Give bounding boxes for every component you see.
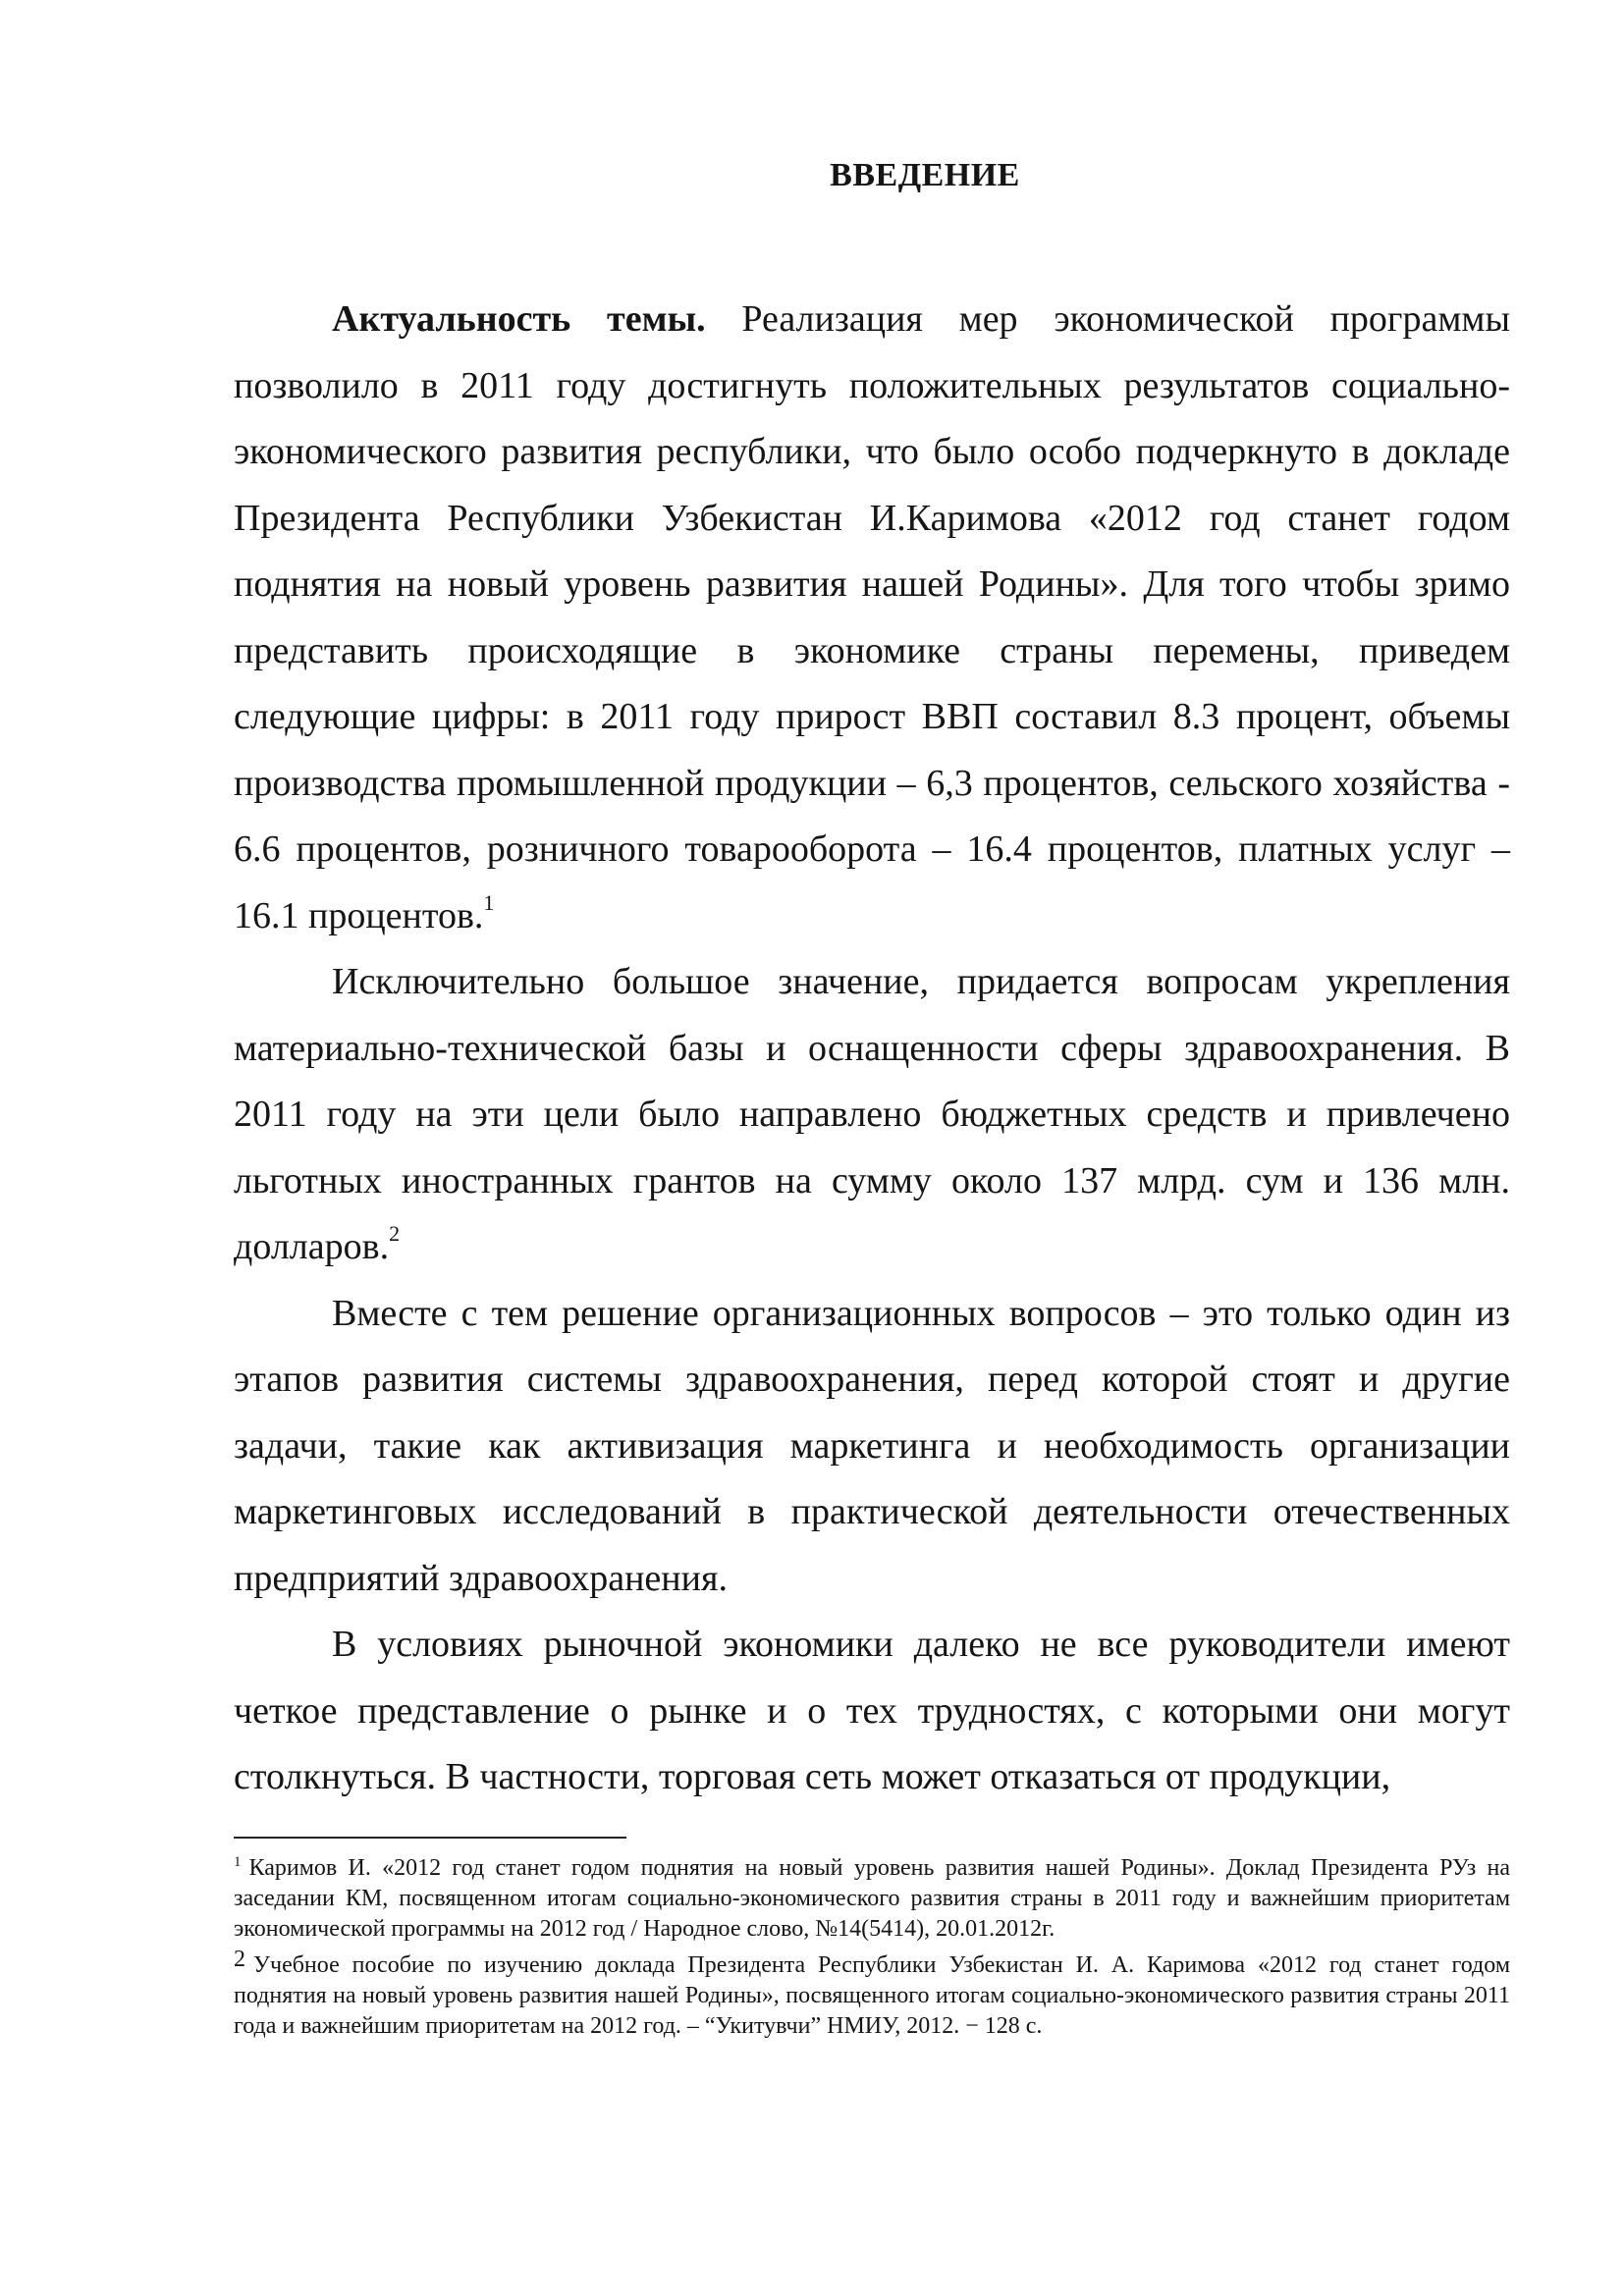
footnotes <box>234 1853 1510 2048</box>
footnote-ref: 1 <box>483 889 495 915</box>
paragraph-text: В условиях рыночной экономики далеко не все руководители имеют четкое представление о рынке и о тех трудностях, с которыми они могут столкнуться. В частности, торговая сеть может отказаться от продукции, <box>234 1624 1510 1797</box>
paragraph-lead: Актуальность темы. <box>332 298 706 340</box>
paragraph-text: Вместе с тем решение организационных вопросов – это только один из этапов развития системы здравоохранения, перед которой стоят и другие задачи, такие как активизация маркетинга и необходимость организации маркетинговых исследований в практической деятельности отечественных предприятий здравоохранения. <box>234 1292 1510 1599</box>
paragraph-healthcare-funding <box>234 949 1510 1281</box>
footnote-mark: 2 <box>234 1947 245 1972</box>
footnote-text: Учебное пособие по изучению доклада Президента Республики Узбекистан И. А. Каримова «2012 год станет годом поднятия на новый уровень развития нашей Родины», посвященного итогам социально-экономического развития страны 2011 года и важнейшим приоритетам на 2012 год. – “Укитувчи” НМИУ, 2012. − 128 с. <box>234 1952 1510 2039</box>
paragraph-relevance <box>234 287 1510 949</box>
paragraph-text: Реализация мер экономической программы позволило в 2011 году достигнуть положительных результатов социально-экономического развития республики, что было особо подчеркнуто в докладе Президента Республики Узбекистан И.Каримова «2012 год станет годом поднятия на новый уровень развития нашей Родины». Для того чтобы зримо представить происходящие в экономике страны перемены, приведем следующие цифры: в 2011 году прирост ВВП составил 8.3 процент, объемы производства промышленной продукции – 6,3 процентов, сельского хозяйства - 6.6 процентов, розничного товарооборота – 16.4 процентов, платных услуг – 16.1 процентов. <box>234 298 1510 936</box>
footnote-item <box>234 1947 1510 2042</box>
page-heading: ВВЕДЕНИЕ <box>830 157 1020 193</box>
footnote-separator <box>234 1837 626 1839</box>
footnote-ref: 2 <box>389 1221 401 1247</box>
footnote-mark: 1 <box>234 1854 242 1870</box>
footnote-text: Каримов И. «2012 год станет годом поднятия на новый уровень развития нашей Родины». Доклад Президента РУз на заседании КМ, посвященном итогам социально-экономического развития страны в 2011 году и важнейшим приоритетам экономической программы на 2012 год / Народное слово, №14(5414), 20.01.2012г. <box>234 1855 1510 1942</box>
body-text <box>234 287 1510 1811</box>
footnote-item <box>234 1853 1510 1945</box>
paragraph-organizational-issues <box>234 1281 1510 1613</box>
paragraph-market-economy <box>234 1612 1510 1811</box>
paragraph-text: Исключительно большое значение, придается вопросам укрепления материально-технической базы и оснащенности сферы здравоохранения. В 2011 году на эти цели было направлено бюджетных средств и привлечено льготных иностранных грантов на сумму около 137 млрд. сум и 136 млн. долларов. <box>234 961 1510 1267</box>
